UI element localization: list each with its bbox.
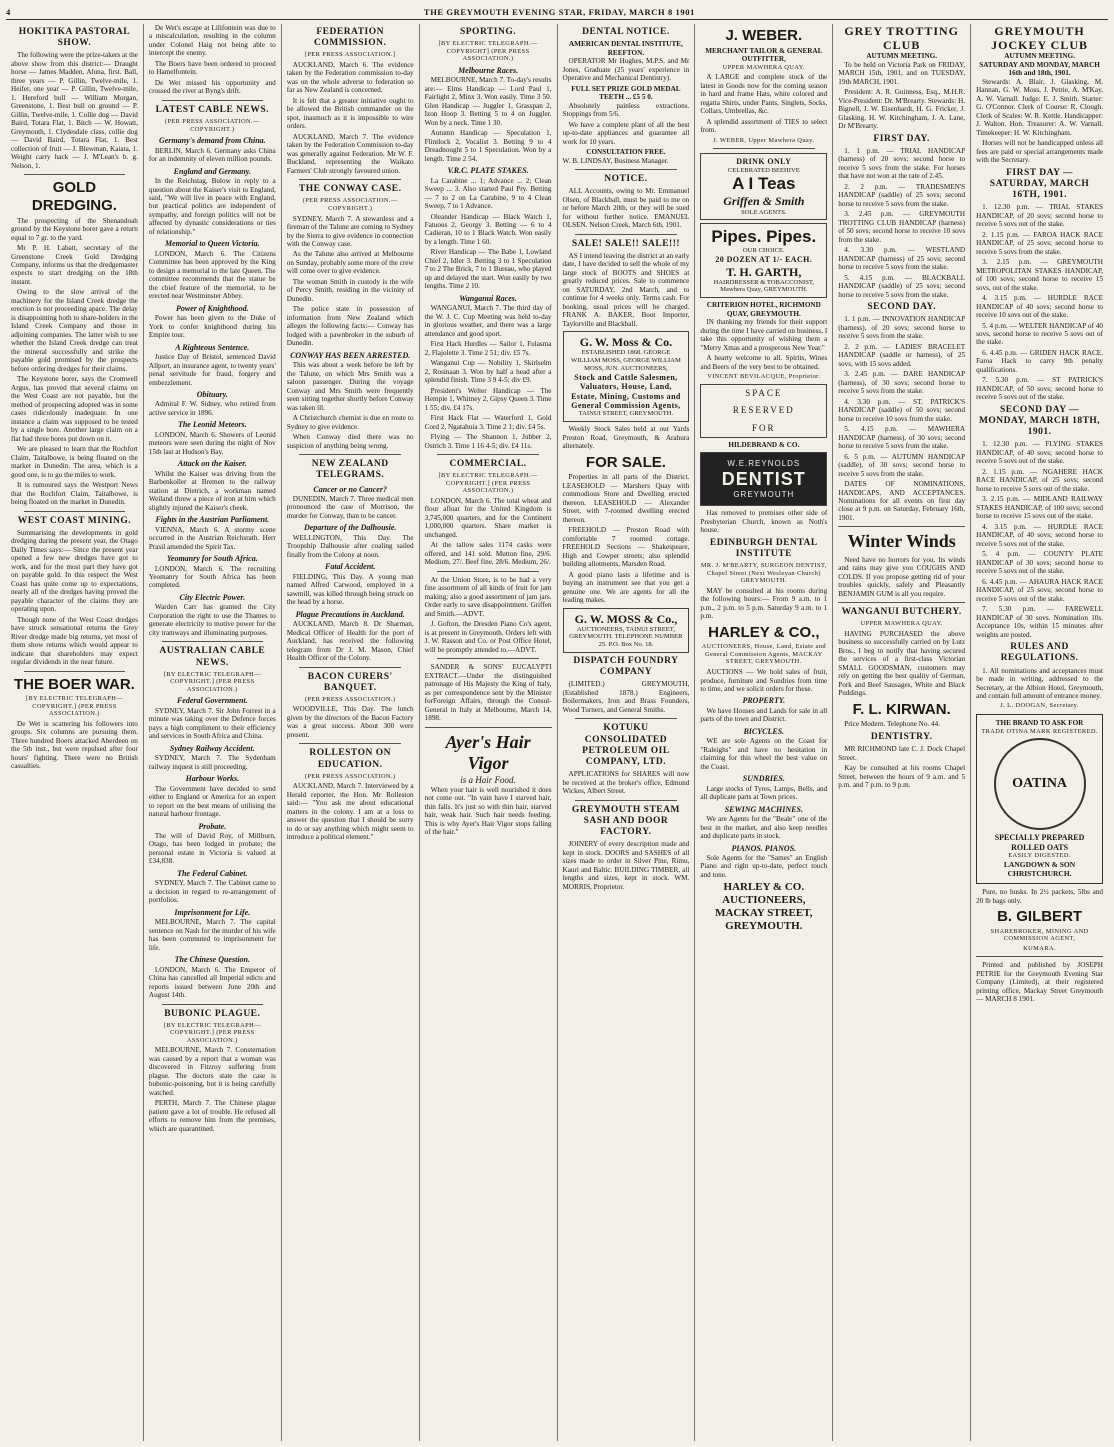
byline: [BY ELECTRIC TELEGRAPH—COPYRIGHT.] (PER PRESS ASSOCIATION.) [25, 695, 124, 718]
paragraph: It is felt that a greater initiative ought to be allowed the British commander on the spot, inasmuch as it is impossible to wire orders. [286, 96, 414, 131]
paragraph: As the Talune also arrived at Melbourne on Sunday, probably some more of the crew will come over to give evidence. [286, 250, 414, 276]
divider [575, 169, 677, 170]
paragraph: When Conway died there was no suspicion of anything being wrong. [286, 433, 414, 450]
column-7 [833, 24, 971, 1441]
heading-boer-war: THE BOER WAR. [14, 675, 135, 693]
paragraph: Mr P. H. Labatt, secretary of the Greenstone Creek Gold Dredging Company, informs us that the dredgemaster expects to start dredging on the 18th instant. [11, 244, 138, 286]
paragraph: LONDON, March 6. The total wheat and flour afloat for the United Kingdom is 3,745,000 quarters, and for the Continent 1,000,000 quarters. Share market is unchanged. [424, 496, 552, 539]
paragraph: The Keystone borer, says the Cromwell Argus, has proved that several claims on the West Coast are not payable, but the method of prospecting adopted was in some cases ridiculously inadequate. In one instance a claim was supposed to be tested by a single bore. Another large claim on a flat had three bores put down on it. [11, 375, 138, 443]
ad-title: FULL SET PRIZE GOLD MEDAL TEETH ... £5 5 0. [571, 84, 681, 102]
byline: (PER PRESS ASSOCIATION.) [304, 695, 396, 703]
heading-bacon-curers: BACON CURERS' BANQUET. [307, 671, 393, 693]
imprint: Printed and published by JOSEPH PETRIE for the Greymouth Evening Star Company (Limited), at their registered printing office, Mackay Street Greymouth — MARCH 8 1901. [976, 961, 1103, 1004]
page-title: THE GREYMOUTH EVENING STAR, FRIDAY, MARCH 8 1901 [423, 6, 695, 17]
race-entry: 3. 2.15 p.m. — MIDLAND RAILWAY STAKES HANDICAP, of 100 sovs; second horse to receive 15 sovs out of the stake. [976, 495, 1103, 521]
ad-drink-only: DRINK ONLY [736, 157, 792, 167]
ad-gilbert-town: KUMARA. [1023, 944, 1056, 952]
paragraph: VIENNA, March 6. A stormy scene occurred in the Austrian Reichsrath. Herr Prasil amended the Spirit Tax. [148, 525, 276, 551]
paragraph: The prospecting of the Shenandoah ground by the Keystone borer gave a return equal to 7 gr. to the yard. [11, 216, 138, 242]
ad-gilbert-name: B. GILBERT [997, 908, 1083, 926]
paragraph: AUCKLAND, March 8. Dr Sharman, Medical Officer of Health for the port of Auckland, has received the following telegram from Dr J. M. Mason, Chief Health Officer of the Colony. [286, 620, 414, 663]
paragraph: MR RICHMOND late C. J. Dock Chapel Street. [838, 745, 966, 762]
paragraph: First Hack Flat — Waterford 1, Gold Cord 2, Ngatahuia 3. Time 2 1; div. £4 5s. [424, 414, 552, 431]
paragraph: De Wet missed his opportunity and crossed the river at Byng's drift. [148, 78, 276, 96]
heading-first-day: FIRST DAY — SATURDAY, MARCH 16TH, 1901. [989, 167, 1090, 201]
paragraph: A LARGE and complete stock of the latest in Goods now for the coming season in hard and frame Hats, white colored and regatta Shirts, under Pants, Singlets, Socks, Collars, Umbrellas, &c. [700, 73, 828, 116]
subheading: Fights in the Austrian Parliament. [155, 515, 270, 525]
oatina-logo-icon [994, 738, 1086, 830]
ad-oatina-product: SPECIALLY PREPARED ROLLED OATS [994, 833, 1085, 852]
race-entry: 4. 3.30 p.m. — WESTLAND HANDICAP (harness) of 25 sovs; second horse to receive 5 sovs from the stake. [838, 246, 966, 272]
race-entry: 1. 1 p.m. — INNOVATION HANDICAP (harness), of 20 sovs; second horse to receive 5 sovs from the stake. [838, 315, 966, 341]
subheading: Fatal Accident. [325, 562, 376, 572]
paragraph: Sole Agents for the "Sames" an English Piano and right up-to-date, perfect touch and tone. [700, 854, 828, 879]
ad-pipes [700, 223, 827, 298]
page-number: 4 [6, 6, 11, 17]
heading-greymouth-jockey-club: GREYMOUTH JOCKEY CLUB [991, 24, 1089, 53]
paragraph: Warden Carr has granted the City Corporation the right to use the Thames to generate electricity to motive power for the city tramways and illuminating purposes. [148, 603, 276, 637]
paragraph: 1. All nominations and acceptances must be made in writing, addressed to the Secretary, at the Albion Hotel, Greymouth, and contain full amount of entrance money. [976, 666, 1103, 700]
paragraph: LONDON, March 6. The recruiting Yeomanry for South Africa has been completed. [148, 564, 276, 590]
race-entry: 3. 2.45 p.m. — GREYMOUTH TROTTING CLUB HANDICAP (harness) of 50 sovs; second horse to receive 10 sovs from the stake. [838, 210, 966, 244]
race-entry: 5. 4.15 p.m. — MAWHERA HANDICAP (harness), of 30 sovs; second horse to receive 5 sovs from the stake. [838, 425, 966, 451]
ad-celebrated-beehive: CELEBRATED BEEHIVE [727, 166, 800, 174]
heading-conway-case: THE CONWAY CASE. [298, 184, 402, 195]
paragraph: Stewards: A. Blair, J. Glasking, M. Hannan, G. W. Moss, J. Petrie, A. M'Kay, A. W. Varnall. Judge: E. J. Smith. Starter: G. O'Connor. Clerk of Course: R. Clough. Clerk of Scales: W. R. Kettle. Handicapper: J. Walton. Hon. Treasurer: A. W. Varnall. Timekeeper: H. W. Kitchingham. [976, 77, 1103, 137]
subheading: Power of Knighthood. [175, 303, 249, 313]
divider [299, 743, 401, 744]
paragraph: MELBOURNE, March 7. To-day's results are:— Elms Handicap — Lord Paul 1, Fairlight 2, Minx 3. Won easily. Time 3 50. Glen Handicap — Juggler 1, Grasspan 2, Izon Hoop 3. Betting 5 to 4 on Juggler. Won by a neck. Time 1 30. [424, 76, 552, 127]
paragraph: Price Modern. Telephone No. 44. [844, 720, 941, 729]
heading-notice: NOTICE. [604, 173, 648, 184]
heading-sale: SALE! SALE!! SALE!!! [571, 238, 681, 249]
paragraph: (LIMITED.) GREYMOUTH, (Established 1878.) Engineers, Boilermakers, Iron and Brass Founders, Wood Turners, and General Smiths. [562, 680, 690, 714]
ad-gilbert-title: SHAREBROKER, MINING AND COMMISSION AGENT, [990, 927, 1089, 943]
heading-kotuku-petroleum: KOTUKU CONSOLIDATED PETROLEUM OIL COMPANY, LTD. [582, 723, 670, 767]
paragraph: DATES OF NOMINATIONS, HANDICAPS, AND ACCEPTANCES. Nominations for all events on first day close at 9 p.m. on Saturday, February 16th, 1901. [838, 480, 966, 522]
race-entry: 5. 4 p.m. — COUNTY PLATE HANDICAP of 30 sovs; second horse to receive 5 sovs out of the stake. [976, 550, 1103, 576]
paragraph: SYDNEY, March 7. A stewardess and a fireman of the Talune are coming to Sydney by the Sierra to give evidence in connection with the Conway case. [286, 214, 414, 248]
ad-garth-address: HAIRDRESSER & TOBACCONIST, Mawhera Quay, GREYMOUTH. [713, 278, 815, 294]
butchery-address: UPPER MAWHERA QUAY. [860, 620, 943, 628]
subheading: PIANOS. PIANOS. [731, 843, 797, 853]
subheading: Wanganui Races. [459, 293, 517, 303]
paragraph: AUCKLAND, March 7. The evidence taken by the Federation Commission to-day was generally against Federation. Mr W. F. Buckland, representing the Waikato Farmers' Club strongly favoured union. [286, 132, 414, 175]
race-entry: 1. 1 p.m. — TRIAL HANDICAP (harness) of 20 sovs; second horse to receive 5 sovs from the stake. For horses that have not won at the rate of 2.45. [838, 146, 966, 181]
heading-commercial: COMMERCIAL. [449, 459, 527, 470]
subheading: Federal Government. [176, 696, 248, 706]
paragraph: The woman Smith in custody is the wife of Percy Smith, residing in the vicinity of Dunedin. [286, 277, 414, 303]
ad-ayers-hair-vigor-title: Ayer's Hair Vigor [445, 731, 531, 773]
ad-kirwan: F. L. KIRWAN. [852, 700, 951, 718]
paragraph: Flying — The Shannon 1, Jubber 2, Ostrich 3. Time 1 16 4-5; div. £4 11s. [424, 433, 552, 450]
paragraph: WANGANUI, March 7. The third day of the W. J. C. Cup Meeting was held to-day in glorious weather, and there was a large attendance and good sport. [424, 304, 552, 338]
subheading: The Leonid Meteors. [177, 420, 247, 430]
paragraph: LONDON, March 6. Showers of Leonid meteors were seen during the night of Nov 15th last at Hudson's Bay. [148, 430, 276, 456]
paragraph: J. Gofton, the Dresden Piano Co's agent, is at present in Greymouth. Orders left with J. W. Rasson and Co. or Post Office Hotel, will be promptly attended to.—ADVT. [424, 620, 552, 654]
race-entry: 5. 4.15 p.m. — BLACKBALL HANDICAP (saddle) of 25 sovs; second horse to receive 5 sovs from the stake. [838, 273, 966, 299]
divider [425, 727, 552, 728]
divider [299, 667, 401, 668]
heading-hokitika-show: HOKITIKA PASTORAL SHOW. [18, 27, 131, 49]
advertisement-eucalypti: SANDER & SONS' EUCALYPTI EXTRACT.—Under the distinguished patronage of His Majesty the King of Italy, as per correspondence sent by the Minister forForeign Affairs, through the Consul-General in Italy at Melbourne, March 14, 1898. [424, 663, 552, 723]
ad-winter-winds: Winter Winds [847, 531, 956, 552]
paragraph: A splendid assortment of TIES to select from. [700, 117, 828, 135]
ad-oatina-brand: OATINA [1012, 775, 1068, 791]
subheading: SUNDRIES. [742, 774, 785, 784]
paragraph: LONDON, March 6. The Emperor of China has cancelled all Imperial edicts and reports issued between June 20th and August 14th. [148, 965, 276, 1000]
race-entry: 6. 4.45 p.m. — AHAURA HACK RACE HANDICAP, of 25 sovs; second horse to receive 5 sovs out of the stake. [976, 577, 1103, 603]
ad-moss-services: Stock and Cattle Salesmen, Valuators, House, Land, Estate, Mining, Customs and General Commission Agents, [571, 372, 681, 410]
ad-oatina-trademark: TRADE OTINA MARK REGISTERED. [981, 727, 1098, 735]
divider [162, 641, 264, 642]
race-entry: 2. 1.15 p.m. — FAROA HACK RACE HANDICAP, of 25 sovs; second horse to receive 5 sovs from the stake. [976, 230, 1103, 256]
byline: (PER PRESS ASSOCIATION.—COPYRIGHT.) [164, 118, 260, 133]
ad-ayers-hair-vigor-subtitle: is a Hair Food. [460, 774, 516, 785]
subheading: Plague Precautions in Auckland. [295, 609, 405, 619]
heading-federation-commission: FEDERATION COMMISSION. [314, 27, 387, 49]
paragraph: MAY be consulted at his rooms during the following hours:— From 9 a.m. to 1 p.m., 2 p.m. to 5 p.m. Saturday 9 a.m. to 1 p.m. [700, 586, 828, 621]
subheading: Probate. [198, 821, 227, 831]
paragraph: Though none of the West Coast dredges have struck sensational returns the Grey River dredge made big returns, yet most of them show returns which would appear to indicate that shareholders may expect regular dividends in the near future. [11, 615, 138, 667]
heading-first-day: FIRST DAY. [873, 133, 930, 144]
subheading: City Electric Power. [179, 592, 246, 602]
paragraph: First Hack Hurdles — Sailor 1, Fulasma 2, Flajolette 3. Time 2 51; div. £5 7s. [424, 340, 552, 357]
ad-weber-address: UPPER MAWHERA QUAY. [722, 63, 805, 71]
race-entry: 4. 3.15 p.m. — HURDLE RACE HANDICAP of 40 sovs; second horse to receive 10 sovs out of the stake. [976, 294, 1103, 320]
subheading: Melbourne Races. [458, 65, 519, 75]
paragraph: River Handicap — The Babe 1, Lowland Chief 2, Idler 3. Betting 3 to 1 Speculation 7 to 2 The Brick, 7 to 1 Bureau, who played up and delayed the start. Won easily by two lengths. Time 2 10. [424, 248, 552, 291]
race-entry: 4. 3.15 p.m. — HURDLE RACE HANDICAP, of 40 sovs; second horse to receive 5 sovs out of the stake. [976, 522, 1103, 548]
columns [6, 24, 1108, 1441]
column-3 [282, 24, 420, 1441]
heading-sporting: SPORTING. [459, 27, 517, 37]
ad-harley-services: AUCTIONEERS, House, Land, Estate and General Commission Agents, MACKAY STREET, GREYMOUTH. [701, 643, 826, 666]
heading-latest-cable-news: LATEST CABLE NEWS. [155, 104, 270, 115]
reserved-label: RESERVED [732, 405, 795, 416]
heading-australian-cable-news: AUSTRALIAN CABLE NEWS. [159, 646, 266, 668]
paragraph: De Wet's escape at Lilifontein was due to a miscalculation, resulting in the column under Colonel Haig not being able to intercept the enemy. [148, 24, 276, 58]
paragraph: HAVING PURCHASED the above business so successfully carried on by Lutz Bros., I beg to notify that having secured the services of a first-class Victorian SMALL GOODSMAN, customers may rely on getting the best quality of German, Pork and Beef Sausages, White and Black Puddings. [838, 629, 966, 698]
heading-nz-telegrams: NEW ZEALAND TELEGRAMS. [311, 459, 389, 481]
ad-reynolds-name: W.E.REYNOLDS [727, 459, 801, 469]
paragraph: Pure, no husks. In 2½ packets, 5lbs and 20 lb bags only. [976, 888, 1103, 905]
heading-dental-notice: DENTAL NOTICE. [582, 27, 670, 37]
ad-pipes-choice: OUR CHOICE. [742, 247, 785, 255]
paragraph: We have a complete plant of all the best up-to-date appliances and guarantee all work for 10 years. [562, 120, 690, 146]
ad-moss-footer-contact: AUCTIONEERS, TAINUI STREET, GREYMOUTH. TELEPHONE NUMBER 25. P.O. Box No. 18. [569, 625, 683, 649]
paragraph: President: A. R. Guinness, Esq., M.H.R. Vice-President: Dr. M'Brearty. Stewards: H. Bignell, J. W. Eisenhardt, H. G. Fricker, J. Glasking, H. W. Kitchingham, J. A. Lane, Dr M'Brearty. [838, 88, 966, 131]
paragraph: President's Welter Handicap — The Hempie 1, Whitney 2, Gipsy Queen 3. Time 1 55; div. £4 17s. [424, 386, 552, 412]
heading-grey-trotting-club: GREY TROTTING CLUB [844, 24, 960, 53]
paragraph: WELLINGTON, This Day. The Troopship Dalhousie after coaling sailed finally from the Colony at noon. [286, 533, 414, 559]
race-entry: 1. 12.30 p.m. — FLYING STAKES HANDICAP, of 40 sovs; second horse to receive 5 sovs out of the stake. [976, 440, 1103, 466]
paragraph: WE are sole Agents on the Coast for "Raleighs" and have no hesitation in claiming for this wheel the best value on the Coast. [700, 737, 828, 771]
meeting-dates: SATURDAY AND MONDAY, MARCH 16th and 18th, 1901. [979, 60, 1100, 78]
paragraph: The police state in possession of information from New Zealand which alleges the following facts:— Conway has lodged with a pawnbroker in the suburb of Dunedin. [286, 305, 414, 348]
subheading: Yeomanry for South Africa. [166, 554, 258, 564]
ad-mbearty: MR. J. M'BEARTY, SURGEON DENTIST, Chapel Street (Next Wesleyan Church) GREYMOUTH. [700, 562, 827, 585]
paragraph: Properties in all parts of the District. LEASEHOLD — Marshers Quay with commodious Store and Dwelling erected thereon. LEASEHOLD — Alexander Street, with 7-roomed dwelling erected thereon. [562, 473, 690, 524]
divider [162, 100, 264, 101]
heading-gold-dredging: GOLD DREDGING. [31, 179, 117, 214]
paragraph: SYDNEY, March 7. Sir John Forrest in a minute was taking over the Defence forces pays a high compliment to their efficiency and services in South Africa and China. [148, 706, 276, 741]
paragraph: AS I intend leaving the district at an early date, I have decided to sell the whole of my large stock of BOOTS and SHOES at greatly reduced prices. Sale to commence on SATURDAY, 2nd March, and to continue for 4 weeks only. Terms cash. For booking, usual prices will be charged. FRANK A. BAKER, Boot Importer, Taylorville and Blackball. [562, 251, 690, 328]
paragraph: BERLIN, March 6. Germany asks China for an indemnity of eleven million pounds. [148, 146, 276, 164]
ad-moss [563, 331, 690, 422]
race-entry: 1. 12.30 p.m. — TRIAL STAKES HANDICAP, of 20 sovs; second horse to receive 5 sovs out of the stake. [976, 203, 1103, 229]
paragraph: Weekly Stock Sales held at our Yards Preston Road, Greymouth, & Arahura alternately. [562, 425, 690, 451]
subheading: Sydney Railway Accident. [169, 743, 255, 753]
paragraph: MELBOURNE, March 7. Consternation was caused by a report that a woman was discovered in Fitzroy suffering from plague. The doctors state the case is bubonic-poisoning, but it is being carefully watched. [148, 1046, 276, 1097]
paragraph: Large stocks of Tyres, Lamps, Bells, and all duplicate parts at Town prices. [700, 784, 828, 802]
paragraph: De Wet is scattering his followers into groups. Six columns are pursuing them. Three hundred Boers attacked Aberdeen on the 5th inst., but were repulsed after four hours' fighting. There were no British casualties. [11, 719, 138, 771]
paragraph: It is rumoured says the Westport News that the Rochfort Claim, Taitalbowe, is being floated on the market in Dunedin. [11, 481, 138, 507]
paragraph: This was about a week before he left by the Talune, on which Mrs Smith was a saloon passenger. During the voyage Conway and Mrs Smith were frequently seen sitting together shortly before Conway was taken ill. [286, 361, 414, 412]
paragraph: ALL Accounts, owing to Mr. Emmanuel Olsen, of Blackball, must be paid to me on or before March 20th, or they will be sued for without further notice. EMANUEL OLSEN. Nelson Creek, March 6th, 1901. [562, 187, 690, 230]
paragraph: OPERATOR Mr Hughes, M.P.S. and Mr Jones, Graduate (25 years' experience in Operative and Mechanical Dentistry). [562, 57, 690, 83]
ad-weber-subtitle: MERCHANT TAILOR & GENERAL OUTFITTER, [705, 46, 823, 64]
ad-pipes-price: 20 DOZEN AT 1/- EACH. [715, 255, 813, 265]
subheading: Obituary. [196, 390, 228, 400]
paragraph: A hearty welcome to all. Spirits, Wines and Beers of the very best to be obtained. [700, 354, 828, 371]
subheading: BICYCLES. [743, 726, 785, 736]
paragraph: IN thanking my friends for their support during the time I have carried on business, I take this opportunity of wishing them a "Merry Xmas and a prosperous New Year." [700, 318, 828, 352]
paragraph: Whilst the Kaiser was driving from the Barbenkoller at Bremen to the railway station at Dietrich, a workman named Weiland threw a piece of iron at him which slightly injured the Kaiser's cheek. [148, 469, 276, 512]
paragraph: Need have no horrors for you. Its winds and rains may give you COUGHS AND COLDS. If you propose getting rid of your troubles quickly, safely and Pleasantly BENJAMIN GUM is all you require. [838, 555, 966, 598]
ad-weber-signature: J. WEBER, Upper Mawhera Quay. [713, 136, 815, 144]
ad-sole-agents: SOLE AGENTS. [741, 208, 787, 216]
column-8 [971, 24, 1108, 1441]
subheading: The Chinese Question. [174, 955, 250, 965]
column-1 [6, 24, 144, 1441]
divider [299, 454, 401, 455]
paragraph: The Boers have been ordered to proceed to Hamelfontein. [148, 59, 276, 77]
divider [162, 1004, 264, 1005]
space-label: SPACE [745, 388, 783, 399]
ad-griffen-smith: Griffen & Smith [723, 194, 805, 209]
ad-weber-title: J. WEBER. [725, 27, 803, 44]
heading-second-day: SECOND DAY. [867, 302, 937, 313]
column-2 [144, 24, 282, 1441]
heading-west-coast-mining: WEST COAST MINING. [17, 515, 132, 526]
subheading: England and Germany. [173, 166, 251, 176]
paragraph: Owing to the slow arrival of the machinery for the Island Creek dredge the erection is not proceeding apace. The delay is disappointing both to share-holders in the Island Creek Company and those in adjoining companies. The latter wish to see whether the Island Creek dredge can treat the mineral successfully and strike the payable gold promised by the prospects before ordering dredges for their claims. [11, 288, 138, 373]
paragraph: FREEHOLD — Preston Road with comfortable 7 roomed cottage. FREEHOLD Sections — Shakespeare, High and Cowper streets; also splendid building allotments, Marsden Road. [562, 526, 690, 569]
paragraph: AUCTIONS — We hold sales of fruit, produce, furniture and Sundries from time to time, and we solicit orders for these. [700, 668, 828, 693]
divider [976, 956, 1103, 957]
paragraph: Wanganui Cup — Nobility 1, Skirlselm 2, Rosinaan 3. Won by half a head after a splendid finish. Time 3 9 4-5; div £9. [424, 359, 552, 385]
paragraph: La Carabine ... 1; Advance ... 2; Clean Sweep ... 3. Also started Paul Pry. Betting — 7 to 2 on La Carabine, 9 to 4 Clean Sweep, 7 to 1 Advance. [424, 176, 552, 211]
race-entry: 2. 2 p.m. — LADIES' BRACELET HANDICAP (saddle or harness), of 25 sovs, with 15 sovs added. [838, 342, 966, 368]
paragraph: We are Agents for the "Beale" one of the best in the market, and also keep needles and duplicate parts in stock. [700, 815, 828, 841]
subheading: Cancer or no Cancer? [313, 484, 387, 494]
ad-oatina [976, 714, 1103, 884]
divider [299, 179, 401, 180]
ad-criterion-proprietor: VINCENT BEVILACQUE, Proprietor. [707, 373, 821, 381]
paragraph: The Government have decided to send either to England or America for an expert to report on the best means of utilising the natural harbour frontage. [148, 784, 276, 819]
ad-moss-address: TAINUI STREET, GREYMOUTH. [578, 410, 674, 418]
paragraph: To be held on Victoria Park on FRIDAY, MARCH 15th, 1901, and on TUESDAY, 19th MARCH, 1901. [838, 60, 966, 86]
race-entry: 2. 1.15 p.m. — NGAHERE HACK RACE HANDICAP, of 25 sovs; second horse to receive 5 sovs out of the stake. [976, 467, 1103, 493]
subheading: Departure of the Dalhousie. [303, 523, 397, 533]
paragraph: AUCKLAND, March 6. The evidence taken by the Federation commission to-day was on the whole adverse to federation so far as New Zealand is concerned. [286, 60, 414, 95]
paragraph: Has removed to premises other side of Presbyterian Church, known as Noth's house. [700, 509, 828, 535]
ad-moss-footer-name: G. W. MOSS & Co., [574, 611, 678, 626]
byline: [PER PRESS ASSOCIATION.] [304, 51, 396, 59]
ad-harley-footer: HARLEY & CO. AUCTIONEERS, MACKAY STREET, GREYMOUTH. [715, 881, 813, 933]
ad-moss-established: ESTABLISHED 1868. GEORGE WILLIAM MOSS, GEORGE WILLIAM MOSS, JUN. AUCTIONEERS, [571, 349, 681, 372]
paragraph: Power has been given to the Duke of York to confer knighthood during his Empire tour. [148, 314, 276, 340]
race-entry: 4. 3.30 p.m. — ST. PATRICK'S HANDICAP (saddle) of 50 sovs; second horse to receive 10 sovs from the stake. [838, 397, 966, 423]
paragraph: PERTH, March 7. The Chinese plague patient gave a lot of trouble. He refused all efforts to remove him from the premises, which are quarantined. [148, 1099, 276, 1133]
paragraph: At the Union Store, is to be had a very fine assortment of all kinds of fruit for jam making; also a good assortment of jam jars. Order early to save disappointment. Griffen and Smith.—ADVT. [424, 575, 552, 618]
race-entry: 7. 5.30 p.m. — ST PATRICK'S HANDICAP, of 50 sovs; second horse to receive 5 sovs out of the stake. [976, 376, 1103, 402]
ad-reynolds-dentist-title: DENTIST [721, 468, 806, 489]
paragraph: DUNEDIN, March 7. Three medical men pronounced the case of Morrison, the murder for Conway, than to be cancer. [286, 494, 414, 520]
race-entry: 5. 4 p.m. — WELTER HANDICAP of 40 sovs, second horse to receive 5 sovs out of the stake. [976, 321, 1103, 347]
paragraph: Oleander Handicap — Black Watch 1, Fatuous 2, Georgy 3. Betting — 6 to 4 Cadieran, 10 to 1 Black Watch. Won easily by a length. Time 1 60. [424, 212, 552, 246]
ad-criterion-hotel: CRITERION HOTEL, RICHMOND QUAY, GREYMOUTH. [706, 301, 821, 318]
subheading: A Righteous Sentence. [175, 342, 250, 352]
ad-reynolds-dentist [700, 452, 827, 506]
byline: [BY ELECTRIC TELEGRAPH.—COPYRIGHT.] (PER PRESS ASSOCIATION.) [438, 472, 538, 495]
race-entry: 2. 2 p.m. — TRADESMEN'S HANDICAP (saddle) of 25 sovs; second horse to receive 5 sovs from the stake. [838, 182, 966, 208]
race-entry: 7. 5.30 p.m. — FAREWELL HANDICAP of 30 sovs. Nomination 10s. Acceptance 10s, within 15 minutes after weights are posted. [976, 605, 1103, 639]
paragraph: We have Houses and Lands for sale in all parts of the town and District. [700, 706, 828, 724]
column-6 [695, 24, 833, 1441]
ad-moss-footer [563, 608, 690, 653]
subheading: Memorial to Queen Victoria. [164, 239, 260, 249]
subheading: The Federal Cabinet. [177, 868, 248, 878]
paragraph: A good piano lasts a lifetime and is buying an instrument see that you get a genuine one. We are agents for all the leading makes. [562, 570, 690, 605]
divider [575, 718, 677, 719]
paragraph: In the Reichstag, Bulow in reply to a question about the Kaiser's visit to England, said, "We will live in peace with England, but practical politics are independent of sympathy, and foreign politics will not be affected by dynastic considerations or ties of relationship." [148, 177, 276, 236]
ad-title: AMERICAN DENTAL INSTITUTE, REEFTON. [568, 40, 683, 57]
subheading: PROPERTY. [742, 696, 786, 706]
divider [575, 800, 677, 801]
paragraph: When your hair is well nourished it does not come out. "In vain have I starved hair, thin falls. It's just so with thin hair, starved hair, weak hair. Such hair needs feeding. This is why Ayer's Hair Vigor stops falling of the hair." [424, 785, 552, 837]
paragraph: Justice Day of Bristol, sentenced David Allport, an insurance agent, to twenty years' penal servitude for fraud, forgery and embezzlement. [148, 353, 276, 387]
divider [437, 454, 539, 455]
ad-title: CONSULTATION FREE. [586, 148, 666, 157]
heading-second-day: SECOND DAY — MONDAY, MARCH 18TH, 1901. [978, 404, 1101, 438]
heading-harley: HARLEY & CO., [708, 623, 820, 641]
paragraph: WOODVILLE, This Day. The lunch given by the directors of the Bacon Factory was a great success. About 300 were present. [286, 705, 414, 739]
paragraph: FIELDING, This Day. A young man named Alfred Carwood, employed in a sawmill, was killed through being struck on the head by a horse. [286, 572, 414, 607]
heading-for-sale: FOR SALE. [585, 453, 666, 471]
secretary-signature: J. L. DOOGAN, Secretary. [1000, 702, 1079, 710]
heading-dispatch-foundry: DISPATCH FOUNDRY COMPANY [573, 656, 679, 678]
column-4 [420, 24, 558, 1441]
paragraph: Autumn Handicap — Speculation 1, Flintlock 2, Vocalist 3. Betting 9 to 4 Dreadnought 5 to 1 Speculation. Won by a length. Time 2 54. [424, 129, 552, 163]
divider [437, 658, 539, 659]
paragraph: Kay be consulted at his rooms Chapel Street, between the hours of 9 a.m. and 5 p.m. and 7 p.m. to 9 p.m. [838, 764, 966, 790]
paragraph: SYDNEY, March 7. The Cabinet came to a decision in regard to re-arrangement of portfolios. [148, 879, 276, 905]
byline: [BY ELECTRIC TELEGRAPH—COPYRIGHT.] (PER PRESS ASSOCIATION.) [163, 1021, 261, 1044]
divider [713, 148, 815, 149]
paragraph: Admiral F. W. Sidney, who retired from active service in 1896. [148, 400, 276, 417]
paragraph: The will of David Roy, of Millburn, Otago, has been lodged in probate; the personal estate in Victoria is valued at £34,838. [148, 831, 276, 866]
paragraph: MELBOURNE, March 7. The capital sentence on Nash for the murder of his wife has been commuted to imprisonment for life. [148, 918, 276, 952]
meeting-title: AUTUMN MEETING. [1004, 52, 1075, 61]
divider [24, 671, 126, 672]
race-entry: 6. 5 p.m. — AUTUMN HANDICAP (saddle), of 30 sovs; second horse to receive 5 sovs from the stake. [838, 452, 966, 478]
ad-moss-name: G. W. Moss & Co. [579, 335, 673, 350]
space-reserved-box [700, 384, 827, 438]
subheading: Imprisonment for Life. [174, 907, 251, 917]
heading-rules: RULES AND REGULATIONS. [1000, 642, 1079, 664]
byline: [BY ELECTRIC TELEGRAPH—COPYRIGHT.] (PER PRESS ASSOCIATION.) [163, 670, 261, 693]
paragraph: At the tallow sales 1174 casks were offered, and 141 sold. Mutton fine, 29/6. Medium, 27/. Beef fine, 28/6. Medium, 26/. [424, 541, 552, 567]
heading-wanganui-butchery: WANGANUI BUTCHERY. [841, 607, 962, 618]
byline: (PER PRESS ASSOCIATION.—COPYRIGHT.) [302, 197, 398, 212]
divider [24, 511, 126, 512]
ad-pipes-title: Pipes. Pipes. [711, 227, 817, 247]
subheading: V.R.C. PLATE STAKES. [447, 166, 529, 176]
subheading: SEWING MACHINES. [724, 804, 803, 814]
subheading: Germany's demand from China. [158, 136, 266, 146]
byline: (PER PRESS ASSOCIATION.) [304, 772, 396, 780]
ad-oatina-digest: EASILY DIGESTED. [1008, 851, 1071, 859]
heading-bubonic-plague: BUBONIC PLAGUE. [164, 1008, 261, 1019]
paragraph: LONDON, March 6. The Citizens Committee has been approved by the King to design a memorial to the late Queen. The committee recommends that the statue be the chief feature of the memorial, to be erected near Westminster Abbey. [148, 249, 276, 301]
race-entry: 3. 2.15 p.m. — GREYMOUTH METROPOLITAN STAKES HANDICAP, of 100 sovs; second horse to receive 15 sovs, out of the stake. [976, 258, 1103, 292]
paragraph: A Christchurch chemist is due en route to Sydney to give evidence. [286, 414, 414, 431]
paragraph: We are pleased to learn that the Rochfort Claim, Taitalbowe, is being floated on the market in Dunedin. The area, which is a good one, is to go the miles to work. [11, 445, 138, 479]
ad-beehive-tea [700, 153, 827, 220]
paragraph: Summarising the developments in gold dredging during the present year, the Otago Daily Times says:— Since the present year opened a few new dredges have got to work, and for the most part they have got on payable gold. In this respect the West Coast has quite come up to expectations, nearly all of the dredges having proved the payable character of the claims they are operating upon. [11, 528, 138, 614]
ad-garth-name: T. H. GARTH, [726, 264, 802, 279]
ad-ai-teas: A I Teas [732, 174, 796, 194]
race-entry: 6. 4.45 p.m. — GRIDEN HACK RACE. Faroa Hack to carry 9th penalty qualifications. [976, 348, 1103, 374]
paragraph: JOINERY of every description made and kept in stock. DOORS and SASHES of all sizes made to order in Silver Pine, Rimu, Kauri and Baltic. BUILDING TIMBER, all lengths and sizes, kept in stock. WM. MORRIS, Proprietor. [562, 840, 690, 891]
divider [838, 602, 965, 603]
paragraph: AUCKLAND, March 7. Interviewed by a Herald reporter, the Hon. Mr Rolleston said:— "You ask me about educational matters in the colony. I am at a loss to answer the question that I should be sorry to do or say anything which might seem to introduce a political element." [286, 782, 414, 842]
paragraph: SYDNEY, March 7. The Sydenham railway inquest is still proceeding. [148, 754, 276, 771]
heading-dentistry: DENTISTRY. [870, 731, 933, 742]
byline: [BY ELECTRIC TELEGRAPH.—COPYRIGHT] (PER PRESS ASSOCIATION.) [438, 40, 538, 63]
paragraph: APPLICATIONS for SHARES will now be received at the broker's office, Edmund Wickes, Albert Street. [562, 770, 690, 796]
meeting-title: AUTUMN MEETING. [866, 52, 938, 61]
masthead [6, 4, 1108, 20]
divider [838, 526, 965, 527]
paragraph: The following were the prize-takers at the above show from this district:— Draught horse — James Madden, Aluna, first. Ball, three years — P. Gillin, Twelve-mile, 1. Heifer, one year — P. Gillin, Twelve-mile, 1. Hereford bull — William Morgan, Greenstone, 1. Best bull on ground — P. Gillin, Twelve-mile, 1. Collie dog — David Baird, Totara Flat, 1. Bitch — W. Howatt, Greymouth, 1. Clydesdale class, collie dog — David Baird, Totara Flat, 1. Best collection of fruit — J. Blewman, Kaiata, 1. Weight carry hack — J. M'Lean's b. g. Nelson, 1. [11, 51, 138, 170]
divider [24, 174, 126, 175]
heading-rolleston-education: ROLLESTON ON EDUCATION. [309, 748, 391, 770]
ad-hildebrand: HILDEBRAND & CO. [728, 440, 800, 449]
ad-reynolds-town: GREYMOUTH [733, 489, 795, 499]
subheading: CONWAY HAS BEEN ARRESTED. [290, 350, 411, 360]
ad-oatina-heading: THE BRAND TO ASK FOR [995, 719, 1084, 728]
divider [437, 571, 539, 572]
column-5 [558, 24, 696, 1441]
for-label: FOR [752, 422, 776, 433]
subheading: Attack on the Kaiser. [177, 459, 247, 469]
divider [575, 234, 677, 235]
paragraph: Absolutely painless extractions. Stoppings from 5/6. [562, 101, 690, 119]
subheading: Harbour Works. [185, 774, 240, 784]
heading-edinburgh-dental: EDINBURGH DENTAL INSTITUTE [709, 537, 818, 559]
race-entry: 3. 2.45 p.m. — DARE HANDICAP (harness), of 30 sovs; second horse to receive 5 sovs from the stake. [838, 370, 966, 396]
ad-oatina-maker: LANGDOWN & SON CHRISTCHURCH. [1003, 860, 1076, 879]
paragraph: Horses will not be handicapped unless all fees are paid or special arrangements made with the Secretary. [976, 139, 1103, 165]
paragraph: W. B. LINDSAY, Business Manager. [562, 156, 669, 165]
heading-steam-sash-factory: GREYMOUTH STEAM SASH AND DOOR FACTORY. [571, 804, 680, 838]
